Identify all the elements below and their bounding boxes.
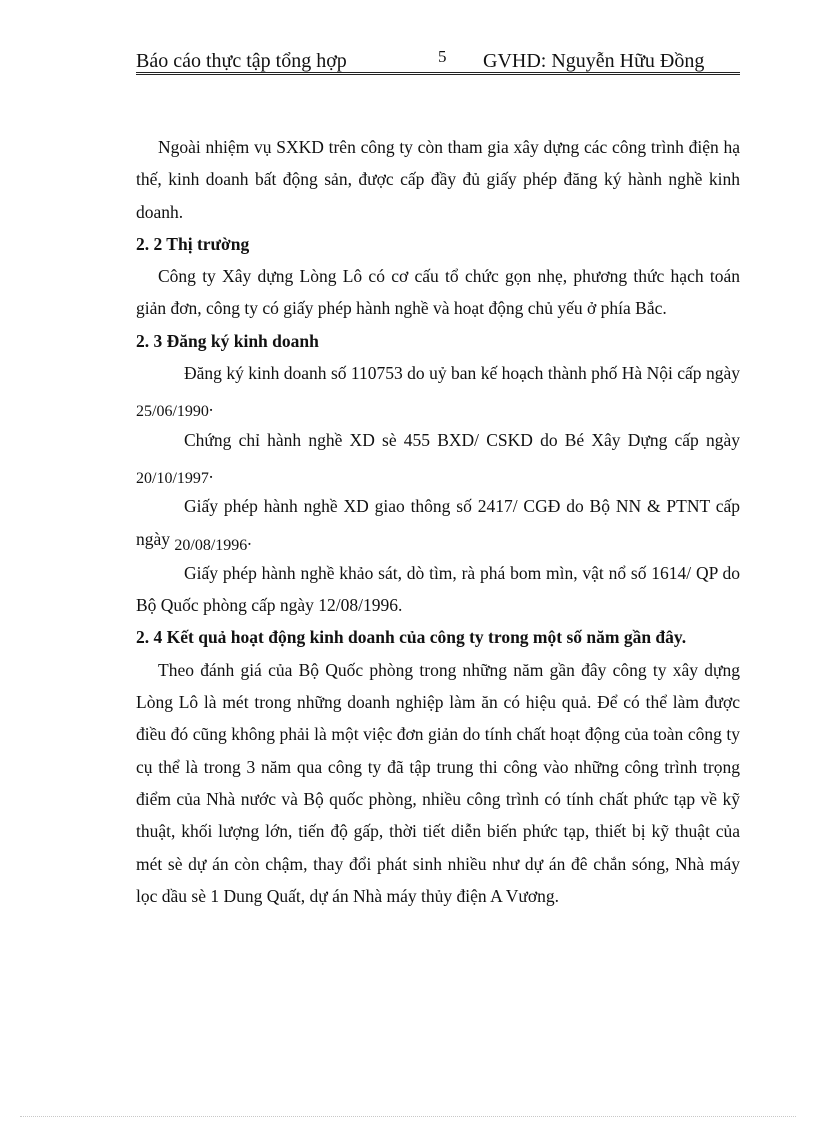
page-header bbox=[136, 48, 740, 74]
header-rule bbox=[136, 72, 740, 73]
heading-market: 2. 2 Thị trường bbox=[136, 233, 250, 254]
paragraph-market: Công ty Xây dựng Lòng Lô có cơ cấu tổ chức gọn nhẹ, phương thức hạch toán giản đơn, công ty có giấy phép hành nghề và hoạt động chủ yếu ở phía Bắc. bbox=[136, 266, 740, 319]
registration-3-date: 20/08/1996 bbox=[174, 536, 248, 554]
paragraph-other-activities: Ngoài nhiệm vụ SXKD trên công ty còn tham gia xây dựng các công trình điện hạ thế, kinh doanh bất động sản, được cấp đầy đủ giấy phép đăng ký hành nghề kinh doanh. bbox=[136, 137, 740, 222]
paragraph-business-results: Theo đánh giá của Bộ Quốc phòng trong những năm gần đây công ty xây dựng Lòng Lô là mét trong những doanh nghiệp làm ăn có hiệu quả. Để có thể làm được điều đó cũng không phải là một việc đơn giản do tính chất hoạt động của toàn công ty cụ thể là trong 3 năm qua công ty đã tập trung thi công vào những công trình trọng điểm của Nhà nước và Bộ quốc phòng, nhiều công trình có tính chất phức tạp về kỹ thuật, khối lượng lớn, tiến độ gấp, thời tiết diễn biến phức tạp, thiết bị kỹ thuật của mét sè dự án còn chậm, thay đổi phát sinh nhiều như dự án đê chắn sóng, Nhà máy lọc dầu sè 1 Dung Quất, dự án Nhà máy thủy điện A Vương. bbox=[136, 659, 740, 906]
paragraph-registration-1: Đăng ký kinh doanh số 110753 do uỷ ban kế hoạch thành phố Hà Nội cấp ngày 25/06/1990. bbox=[136, 363, 740, 421]
heading-business-registration: 2. 3 Đăng ký kinh doanh bbox=[136, 330, 319, 351]
header-page-number: 5 bbox=[438, 47, 447, 66]
registration-1-text: Đăng ký kinh doanh số 110753 do uỷ ban kế hoạch thành phố Hà Nội cấp ngày bbox=[184, 363, 740, 384]
document-body bbox=[136, 131, 740, 912]
registration-2-text: Chứng chỉ hành nghề XD sè 455 BXD/ CSKD do Bé Xây Dựng cấp ngày bbox=[184, 429, 740, 450]
paragraph-registration-3: Giấy phép hành nghề XD giao thông số 2417/ CGĐ do Bộ NN & PTNT cấp ngày 20/08/1996. bbox=[136, 496, 740, 554]
registration-2-date: 20/10/1997 bbox=[136, 469, 209, 487]
paragraph-registration-4: Giấy phép hành nghề khảo sát, dò tìm, rà phá bom mìn, vật nổ số 1614/ QP do Bộ Quốc phòng cấp ngày 12/08/1996. bbox=[136, 562, 740, 616]
heading-business-results: 2. 4 Kết quả hoạt động kinh doanh của công ty trong một số năm gần đây. bbox=[136, 627, 687, 648]
header-rule-secondary bbox=[136, 74, 740, 75]
header-report-title: Báo cáo thực tập tổng hợp bbox=[136, 50, 347, 72]
paragraph-registration-2: Chứng chỉ hành nghề XD sè 455 BXD/ CSKD do Bé Xây Dựng cấp ngày 20/10/1997. bbox=[136, 429, 740, 487]
registration-1-date: 25/06/1990 bbox=[136, 403, 209, 421]
footer-dotted-line bbox=[20, 1116, 796, 1117]
header-supervisor: GVHD: Nguyễn Hữu Đồng bbox=[483, 50, 705, 72]
registration-3-text: Giấy phép hành nghề XD giao thông số 2417/ CGĐ do Bộ NN & PTNT cấp ngày bbox=[136, 496, 740, 549]
